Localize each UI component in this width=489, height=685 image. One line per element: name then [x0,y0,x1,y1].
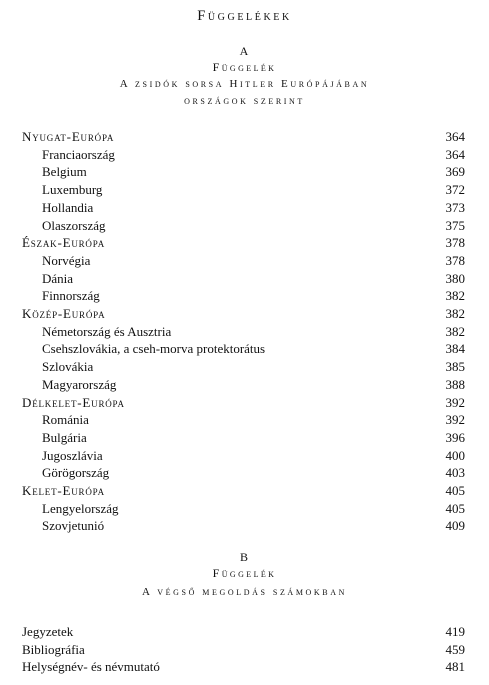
toc-entry-page: 384 [445,341,465,357]
toc-entry-page: 375 [445,217,465,233]
toc-entry [22,199,465,216]
toc-entry-label: Olaszország [42,217,106,233]
toc-region-entry [22,305,465,322]
toc-entry-label: Kelet-Európa [22,483,105,498]
page-title: Függelékek [197,8,292,24]
toc-entry-label: Jegyzetek [22,624,74,639]
toc-entry [22,252,465,269]
toc-entry [22,429,465,446]
toc-entry-label: Dánia [42,270,74,286]
toc-entry-label: Bulgária [42,429,87,445]
toc-entry-page: 382 [445,323,465,339]
toc-entry-page: 378 [445,252,465,268]
toc-region-entry [22,234,465,251]
toc-region-entry [22,394,465,411]
appendix-a-label: Függelék [212,60,277,74]
toc-entry [22,658,465,675]
toc-entry-page: 364 [445,129,465,144]
appendix-a-subtitle-2: országok szerint [184,95,305,107]
toc-entry-label: Franciaország [42,146,115,162]
toc-entry-page: 382 [445,288,465,304]
toc-entry-label: Bibliográfia [22,641,85,657]
appendix-b-letter: B [239,550,249,564]
toc-entry-label: Görögország [42,465,110,481]
toc-entry-label: Szlovákia [42,359,94,375]
toc-entry-page: 378 [445,235,465,251]
toc-entry [22,411,465,428]
toc-entry [22,146,465,163]
toc-entry [22,163,465,180]
toc-entry-page: 372 [445,182,465,198]
appendix-a-subtitle-1: A zsidók sorsa Hitler Európájában [119,78,370,90]
toc-entry-label: Románia [42,412,89,428]
toc-entry [22,517,465,534]
toc-entry-page: 392 [445,394,465,410]
toc-entry-label: Nyugat-Európa [22,129,115,144]
toc-entry-label: Norvégia [42,252,91,268]
toc-entry-page: 400 [445,447,465,463]
toc-entry [22,358,465,375]
toc-region-entry [22,482,465,499]
toc-entry-label: Lengyelország [42,500,119,516]
toc-entry-page: 481 [445,659,465,675]
toc-entry [22,376,465,393]
toc-entry-page: 382 [445,306,465,321]
toc-entry-page: 396 [445,429,465,445]
toc-entry [22,181,465,198]
toc-entry-page: 388 [445,376,465,392]
toc-entry-label: Közép-Európa [22,306,106,321]
toc-entry-page: 373 [445,199,465,215]
toc-region-entry [22,128,465,145]
toc-entry-page: 364 [445,146,465,162]
toc-entry-label: Helységnév- és névmutató [22,659,160,675]
toc-entry [22,340,465,357]
appendix-a-letter: A [239,44,250,58]
toc-entry [22,270,465,287]
toc-entry [22,464,465,481]
toc-entry-page: 419 [445,624,465,639]
toc-entry-label: Németország és Ausztria [42,323,172,339]
toc-entry [22,623,465,640]
toc-entry-label: Magyarország [42,376,117,392]
toc-entry-page: 380 [445,270,465,286]
toc-entry-label: Finnország [42,288,100,304]
appendix-b-label: Függelék [212,566,277,580]
toc-entry-page: 405 [445,483,465,498]
toc-entry [22,500,465,517]
toc-entry-label: Csehszlovákia, a cseh-morva protektorátus [42,341,266,357]
toc-entry-label: Hollandia [42,199,94,215]
toc-entry-label: Jugoszlávia [42,447,103,463]
toc-entry-page: 385 [445,359,465,375]
toc-entry-page: 369 [445,164,465,180]
toc-entry [22,447,465,464]
toc-entry-page: 409 [445,518,465,534]
toc-entry-label: Délkelet-Európa [22,394,125,410]
toc-entry-page: 403 [445,465,465,481]
toc-entry-page: 459 [445,641,465,657]
toc-entry-page: 392 [445,412,465,428]
toc-entry [22,323,465,340]
toc-entry-label: Belgium [42,164,87,180]
appendix-b-subtitle: A végső megoldás számokban [142,586,347,598]
toc-entry-label: Észak-Európa [22,235,105,251]
toc-entry-label: Luxemburg [42,182,103,198]
toc-entry [22,287,465,304]
toc-entry-page: 405 [445,500,465,516]
toc-entry-label: Szovjetunió [42,518,105,534]
toc-entry [22,217,465,234]
toc-entry [22,641,465,658]
